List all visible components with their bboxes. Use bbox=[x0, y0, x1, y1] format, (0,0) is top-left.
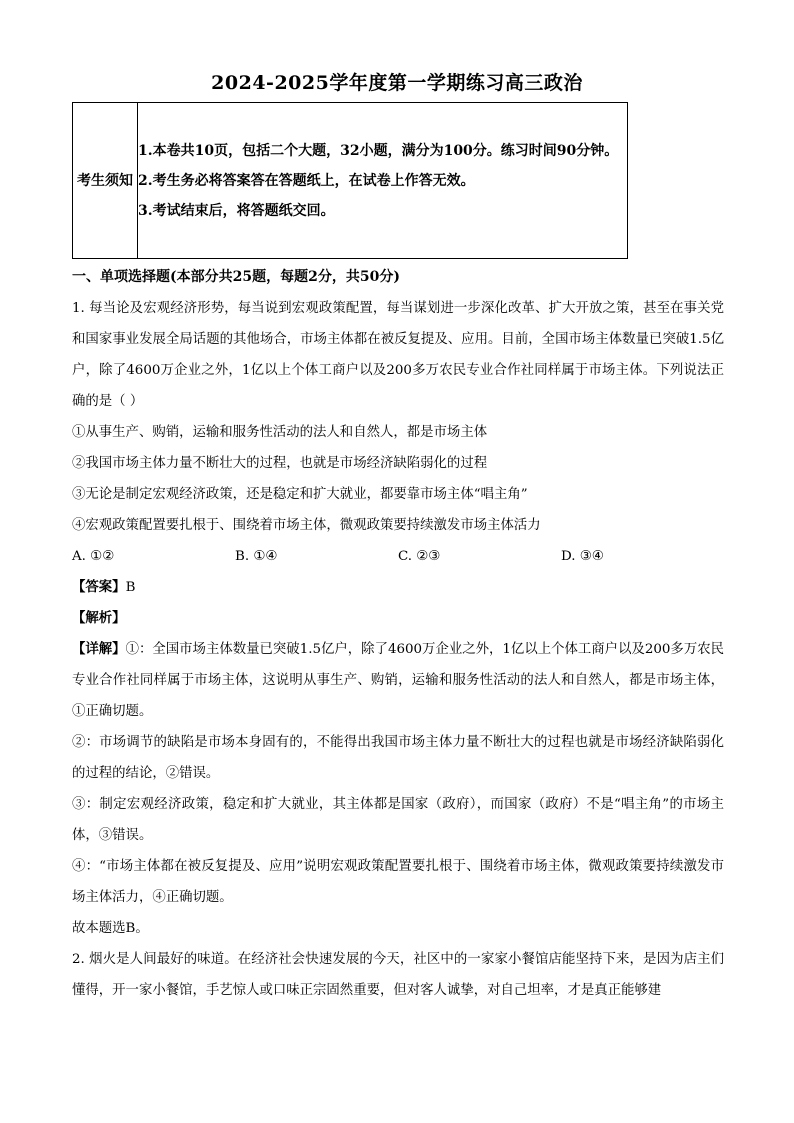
option-a: A. ①② bbox=[72, 549, 115, 564]
section-heading: 一、单项选择题(本部分共25题，每题2分，共50分) bbox=[72, 269, 400, 285]
question-1-stem: 1. 每当论及宏观经济形势，每当说到宏观政策配置，每当谋划进一步深化改革、扩大开放之策，甚至在事关党和国家事业发展全局话题的其他场合，市场主体都在被反复提及、应用。目前，全国市场主体数量已突破1.5亿户，除了4600万企业之外，1亿以上个体工商户以及200多万农民专业合作社同样属于市场主体。下列说法正确的是（ ） bbox=[72, 301, 724, 409]
conclusion: 故本题选B。 bbox=[72, 921, 149, 936]
detail-4: ④：“市场主体都在被反复提及、应用”说明宏观政策配置要扎根于、围绕着市场主体，微观政策要持续激发市场主体活力，④正确切题。 bbox=[72, 859, 724, 905]
detail-1-text: ①：全国市场主体数量已突破1.5亿户，除了4600万企业之外，1亿以上个体工商户以及200多万农民专业合作社同样属于市场主体，这说明从事生产、购销，运输和服务性活动的法人和自然人，都是市场主体，①正确切题。 bbox=[72, 642, 724, 719]
document-content bbox=[72, 262, 724, 1006]
question-1-options bbox=[72, 541, 724, 572]
exam-notice-box bbox=[72, 102, 628, 259]
option-d: D. ③④ bbox=[561, 549, 604, 564]
notice-body bbox=[138, 103, 628, 259]
notice-item: 1.本卷共10页，包括二个大题，32小题，满分为100分。练习时间90分钟。 bbox=[138, 142, 619, 159]
statement-4: ④宏观政策配置要扎根于、围绕着市场主体，微观政策要持续激发市场主体活力 bbox=[72, 518, 541, 533]
detail-tag: 【详解】 bbox=[72, 641, 126, 657]
notice-item: 3.考试结束后，将答题纸交回。 bbox=[138, 202, 335, 219]
statement-2: ②我国市场主体力量不断壮大的过程，也就是市场经济缺陷弱化的过程 bbox=[72, 456, 488, 471]
detail-2: ②：市场调节的缺陷是市场本身固有的，不能得出我国市场主体力量不断壮大的过程也就是市场经济缺陷弱化的过程的结论，②错误。 bbox=[72, 735, 724, 781]
detail-3: ③：制定宏观经济政策，稳定和扩大就业，其主体都是国家（政府），而国家（政府）不是“唱主角”的市场主体，③错误。 bbox=[72, 797, 724, 843]
analysis-line bbox=[72, 603, 724, 634]
answer-value: B bbox=[125, 580, 136, 595]
analysis-tag: 【解析】 bbox=[72, 610, 126, 626]
statement-1: ①从事生产、购销，运输和服务性活动的法人和自然人，都是市场主体 bbox=[72, 425, 488, 440]
answer-line bbox=[72, 572, 724, 603]
statement-3: ③无论是制定宏观经济政策，还是稳定和扩大就业，都要靠市场主体“唱主角” bbox=[72, 487, 528, 502]
option-c: C. ②③ bbox=[398, 549, 441, 564]
notice-label: 考生须知 bbox=[73, 103, 138, 259]
option-b: B. ①④ bbox=[235, 549, 278, 564]
page-title: 2024-2025学年度第一学期练习高三政治 bbox=[211, 72, 583, 94]
answer-tag: 【答案】 bbox=[72, 579, 126, 595]
notice-item: 2.考生务必将答案答在答题纸上，在试卷上作答无效。 bbox=[138, 172, 475, 189]
detail-1 bbox=[72, 634, 724, 727]
question-2-stem: 2. 烟火是人间最好的味道。在经济社会快速发展的今天，社区中的一家家小餐馆店能坚持下来，是因为店主们懂得，开一家小餐馆，手艺惊人或口味正宗固然重要，但对客人诚挚，对自己坦率，才是真正能够建 bbox=[72, 952, 724, 998]
